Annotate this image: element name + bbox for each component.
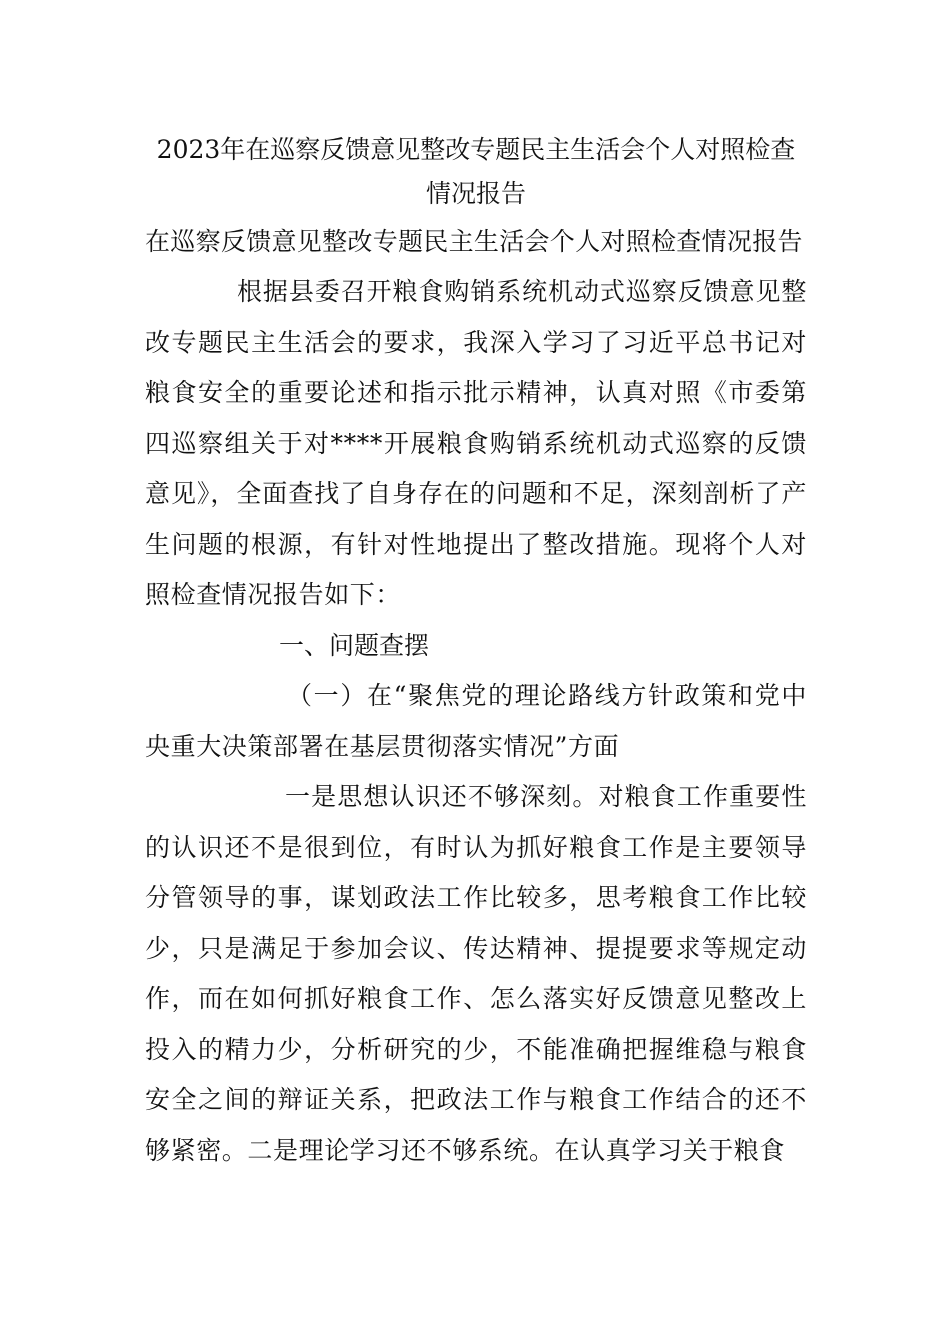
document-body — [145, 128, 807, 1176]
document-title: 2023年在巡察反馈意见整改专题民主生活会个人对照检查情况报告 — [156, 135, 796, 208]
subsection-heading: （一）在“聚焦党的理论路线方针政策和党中央重大决策部署在基层贯彻落实情况”方面 — [145, 681, 807, 761]
document-subtitle: 在巡察反馈意见整改专题民主生活会个人对照检查情况报告 — [145, 227, 803, 256]
body-paragraph: 一是思想认识还不够深刻。对粮食工作重要性的认识还不是很到位，有时认为抓好粮食工作是主要领导分管领导的事，谋划政法工作比较多，思考粮食工作比较少，只是满足于参加会议、传达精神、提提要求等规定动作，而在如何抓好粮食工作、怎么落实好反馈意见整改上投入的精力少，分析研究的少，不能准确把握维稳与粮食安全之间的辩证关系，把政法工作与粮食工作结合的还不够紧密。二是理论学习还不够系统。在认真学习关于粮食 — [145, 782, 807, 1165]
intro-paragraph: 根据县委召开粮食购销系统机动式巡察反馈意见整改专题民主生活会的要求，我深入学习了习近平总书记对粮食安全的重要论述和指示批示精神，认真对照《市委第四巡察组关于对****开展粮食购销系统机动式巡察的反馈意见》，全面查找了自身存在的问题和不足，深刻剖析了产生问题的根源，有针对性地提出了整改措施。现将个人对照检查情况报告如下： — [145, 277, 807, 609]
section-heading: 一、问题查摆 — [279, 630, 430, 660]
